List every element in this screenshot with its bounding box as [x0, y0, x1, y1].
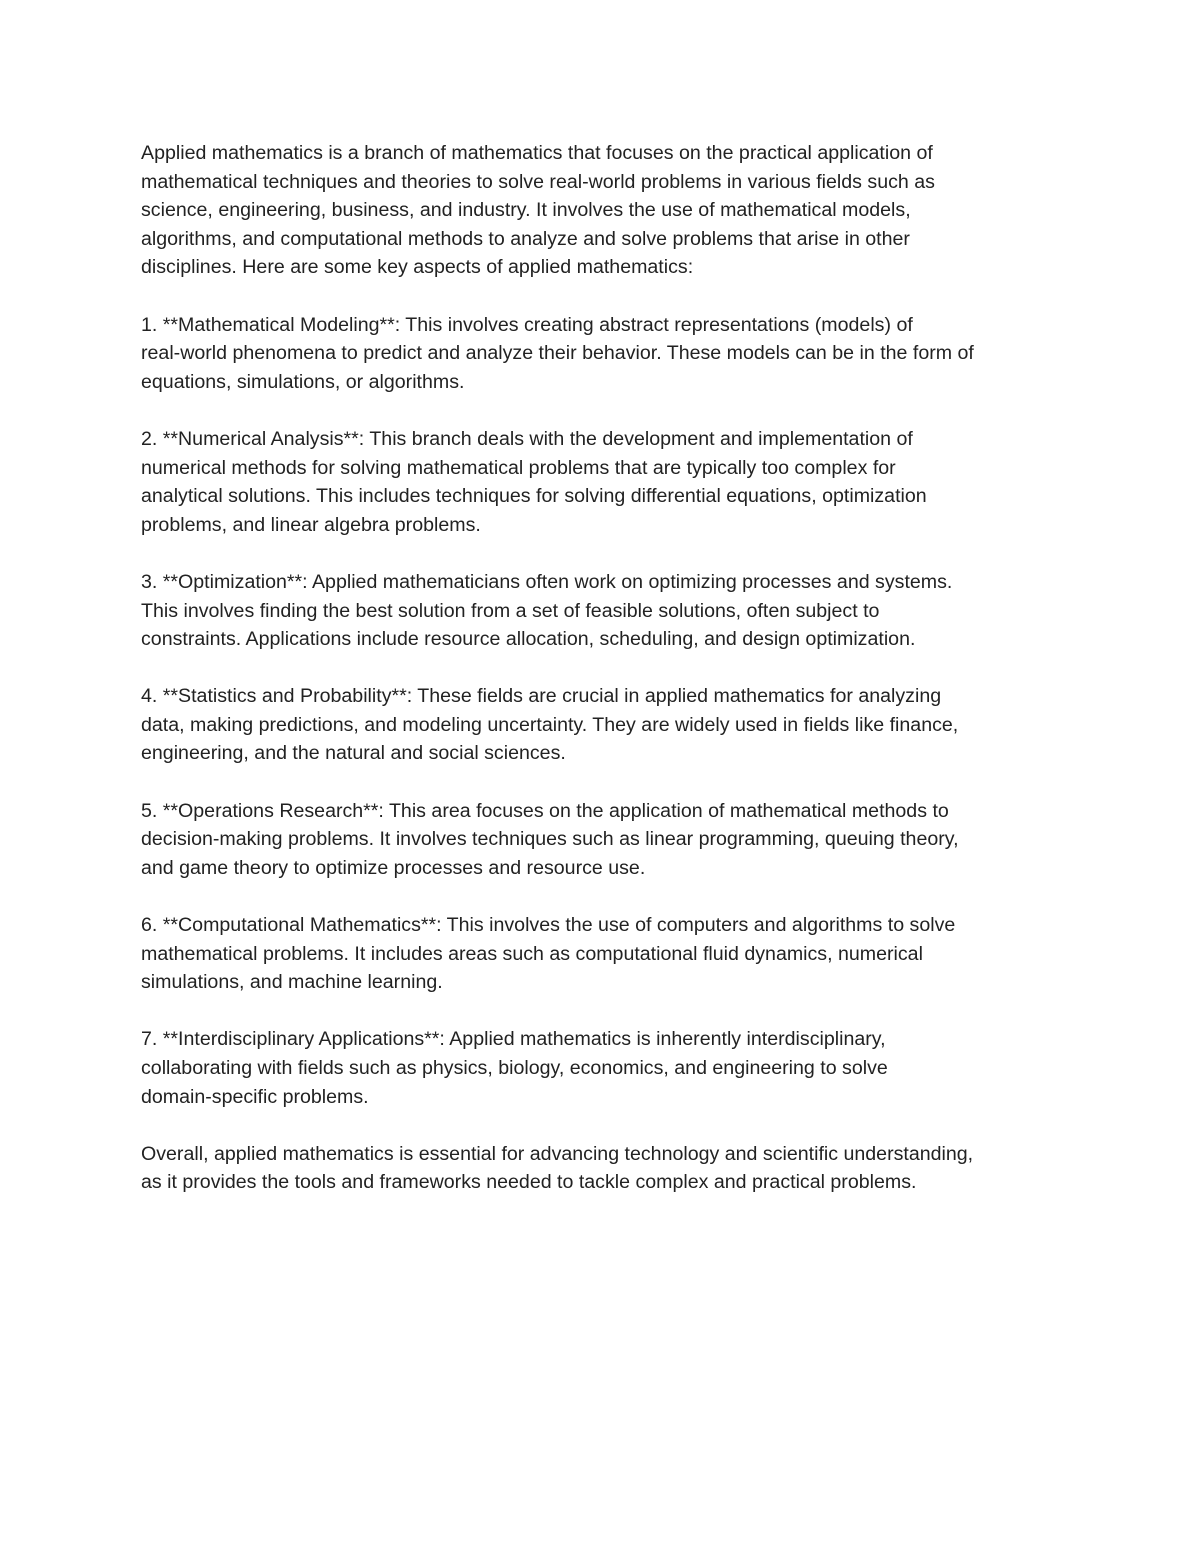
text-line: real-world phenomena to predict and analyze their behavior. These models can be in the form of [141, 342, 974, 365]
text-line: 3. **Optimization**: Applied mathematicians often work on optimizing processes and systems. [141, 570, 953, 593]
text-line: Overall, applied mathematics is essential for advancing technology and scientific understanding, [141, 1142, 974, 1165]
list-item-operations-research [141, 797, 1081, 883]
text-line: 6. **Computational Mathematics**: This involves the use of computers and algorithms to solve [141, 914, 956, 937]
text-line: science, engineering, business, and industry. It involves the use of mathematical models, [141, 199, 911, 222]
text-line: problems, and linear algebra problems. [141, 513, 481, 536]
text-line: simulations, and machine learning. [141, 971, 443, 994]
text-line: decision-making problems. It involves techniques such as linear programming, queuing theory, [141, 828, 959, 851]
text-line: 4. **Statistics and Probability**: These fields are crucial in applied mathematics for analyzing [141, 685, 942, 708]
list-item-computational-mathematics [141, 911, 1081, 997]
text-line: 7. **Interdisciplinary Applications**: Applied mathematics is inherently interdisciplinary, [141, 1028, 886, 1051]
text-line: mathematical problems. It includes areas such as computational fluid dynamics, numerical [141, 942, 923, 965]
text-line: mathematical techniques and theories to solve real-world problems in various fields such as [141, 170, 935, 193]
text-line: 2. **Numerical Analysis**: This branch deals with the development and implementation of [141, 427, 913, 450]
intro-paragraph [141, 139, 1081, 282]
text-line: and game theory to optimize processes and resource use. [141, 856, 646, 879]
conclusion-paragraph [141, 1140, 1081, 1197]
text-line: This involves finding the best solution from a set of feasible solutions, often subject to [141, 599, 880, 622]
text-line: as it provides the tools and frameworks needed to tackle complex and practical problems. [141, 1171, 917, 1194]
list-item-interdisciplinary-applications [141, 1025, 1081, 1111]
text-line: domain-specific problems. [141, 1085, 369, 1108]
document-body [141, 139, 1081, 1226]
text-line: numerical methods for solving mathematical problems that are typically too complex for [141, 456, 896, 479]
list-item-mathematical-modeling [141, 311, 1081, 397]
text-line: constraints. Applications include resource allocation, scheduling, and design optimization. [141, 628, 916, 651]
text-line: algorithms, and computational methods to analyze and solve problems that arise in other [141, 227, 910, 250]
text-line: analytical solutions. This includes techniques for solving differential equations, optimization [141, 485, 927, 508]
list-item-statistics-probability [141, 682, 1081, 768]
text-line: engineering, and the natural and social sciences. [141, 742, 566, 765]
text-line: 1. **Mathematical Modeling**: This involves creating abstract representations (models) of [141, 313, 913, 336]
text-line: disciplines. Here are some key aspects of applied mathematics: [141, 256, 694, 279]
text-line: 5. **Operations Research**: This area focuses on the application of mathematical methods to [141, 799, 949, 822]
text-line: data, making predictions, and modeling uncertainty. They are widely used in fields like finance, [141, 713, 959, 736]
text-line: Applied mathematics is a branch of mathematics that focuses on the practical application of [141, 142, 933, 164]
list-item-optimization [141, 568, 1081, 654]
list-item-numerical-analysis [141, 425, 1081, 539]
text-line: collaborating with fields such as physics, biology, economics, and engineering to solve [141, 1057, 888, 1079]
text-line: equations, simulations, or algorithms. [141, 370, 465, 393]
